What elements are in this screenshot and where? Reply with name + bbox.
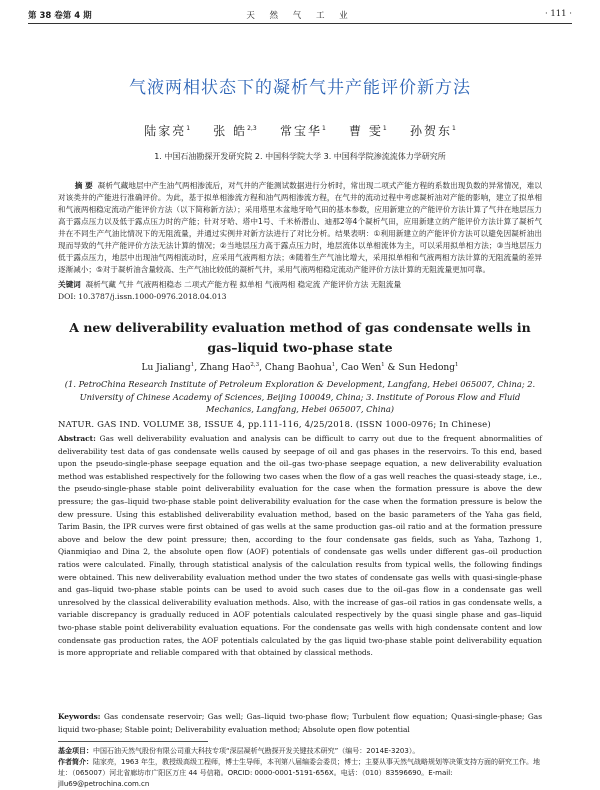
keywords-en-text: Gas condensate reservoir; Gas well; Gas–liquid two-phase flow; Turbulent flow equation; Quasi-single-phase; Gas liquid two-phase; Stable point; Deliverability evaluation method; Absolute open flow potential: [58, 712, 542, 734]
citation-line: NATUR. GAS IND. VOLUME 38, ISSUE 4, pp.111-116, 4/25/2018. (ISSN 1000-0976; In Chinese): [58, 420, 491, 430]
keywords-chinese: [58, 279, 542, 291]
abstract-en-text: Gas well deliverability evaluation and analysis can be difficult to carry out due to the frequent abnormalities of deliverability test data of gas condensate wells caused by seepage of oil and gas phases in the reservoirs. To this end, based upon the pseudo-single-phase seepage equation and the oil–gas two-phase seepage equation, a new deliverability evaluation method was established respectively for the following two cases when the flow of a gas well reaches the quasi-steady stage, i.e., the pseudo-single-phase stable point deliverability evaluation for the case when the formation pressure is above the dew pressure; the gas–liquid two-phase stable point deliverability evaluation for the case when the formation pressure is below the dew pressure. Using this established deliverability evaluation method, based on the basic parameters of the Yaha gas field, Tarim Basin, the IPR curves were first obtained of gas wells at the same production gas–oil ratio and at the formation pressure above and below the dew point pressure; then, according to the four condensate gas fields, such as Yaha, Tazhong 1, Qianmiqiao and Dina 2, the absolute open flow (AOF) potentials of condensate gas wells under different gas–oil production ratios were calculated. Finally, through statistical analysis of the calculation results from typical wells, the following findings were obtained. This new deliverability evaluation method under the two states of condensate gas wells with quasi-single-phase and gas–liquid two-phase stable points can be used to avoid such cases due to the oil–gas flow in a condensate gas well unresolved by the classical deliverability evaluation methods. Also, with the increase of gas–oil ratios in gas condensate wells, a variable discrepancy is gradually reduced in AOF potentials calculated respectively by the quasi single phase and gas–liquid two-phase stable point deliverability evaluation equations. For the condensate gas wells with high condensate content and low condensate gas production rates, the AOF potentials calculated by the gas liquid two-phase stable point deliverability equation is more appropriate and reliable compared with that obtained by classical methods.: [58, 434, 542, 658]
title-english: A new deliverability evaluation method of gas condensate wells in gas–liquid two-phase state: [69, 320, 531, 355]
affiliations-chinese: 1. 中国石油勘探开发研究院 2. 中国科学院大学 3. 中国科学院渗流流体力学研究所: [154, 152, 446, 161]
author-note: 作者简介：陆家亮，1963 年生，教授级高级工程师，博士生导师，本刊第八届编委会委员；博士；主要从事天然气战略规划等决策支持方面的研究工作。地址：（065007）河北省廊坊市广阳区万庄 44 号信箱。ORCID: 0000-0001-5191-656X。电话：（010）83596690。E-mail: jllu69@petrochina.com.cn: [58, 758, 541, 788]
keywords-english: [58, 711, 542, 736]
abstract-cn-label: 摘 要: [74, 181, 93, 190]
author-cn-5: 孙贺东$^1$: [409, 124, 456, 138]
abstract-chinese: [58, 180, 542, 276]
abstract-english: [58, 433, 542, 660]
author-en-5: Sun Hedong$^1$: [398, 362, 459, 373]
author-en-4: Cao Wen$^1$ &: [341, 362, 396, 373]
journal-name: 天 然 气 工 业: [246, 11, 354, 21]
authors-chinese: [58, 122, 542, 139]
abstract-cn-text: 凝析气藏地层中产生油气两相渗流后，对气井的产能测试数据进行分析时，常出现二项式产能方程的系数出现负数的异常情况，难以对该类井的产能进行准确评价。为此，基于拟单相渗流方程和油气两相渗流方程，在气井的流动过程中考虑凝析油对产能的影响，建立了拟单相和气液两相稳定流动产能评价方法（以下简称新方法）；采用塔里木盆地牙哈气田的基本参数，应用新建立的产能评价方法计算了气井在地层压力高于露点压力以及低于露点压力时的产能；针对牙哈、塔中1号、千米桥潜山、迪那2等4个凝析气田，应用新建立的产能评价方法计算了凝析气井在不同生产气油比情况下的无阻流量，并通过实例井对新方法进行了对比分析。结果表明：①利用新建立的产能评价方法可以避免因凝析油出现而导致的气井产能评价方法无法计算的情况；②当地层压力高于露点压力时，地层流体以单相流体为主，可以采用拟单相方法；③当地层压力低于露点压力，地层中出现油气两相流动时，应采用气液两相方法；④随着生产气油比增大，采用拟单相和气液两相方法计算的无阻流量的差异逐渐减小；⑤对于凝析油含量较高、生产气油比较低的凝析气井，采用气液两相稳定流动产能评价方法计算的无阻流量更加可靠。: [58, 181, 543, 274]
running-header: [28, 9, 572, 24]
affiliations-english: (1. PetroChina Research Institute of Petroleum Exploration & Development, Langfang, Hebei 065007, China; 2. University of Chinese Academy of Sciences, Beijing 100049, China; 3. Institute of Porous Flow and Fluid Mechanics, Langfang, Hebei 065007, China): [64, 379, 536, 414]
doi: DOI: 10.3787/j.issn.1000-0976.2018.04.013: [58, 292, 227, 301]
authors-english: [58, 362, 542, 373]
keywords-cn-text: 凝析气藏 气井 气液两相稳态 二项式产能方程 拟单相 气液两相 稳定流 产能评价方法 无阻流量: [85, 280, 402, 289]
page-number: · 111 ·: [544, 9, 572, 19]
fund-note: 基金项目：中国石油天然气股份有限公司重大科技专项“深层凝析气勘探开发关键技术研究”（编号：2014E-3203）。: [58, 747, 420, 755]
keywords-en-label: Keywords:: [58, 712, 101, 721]
keywords-cn-label: 关键词: [58, 280, 81, 289]
title-chinese: 气液两相状态下的凝析气井产能评价新方法: [129, 78, 471, 98]
author-cn-2: 张 皓$^{2,3}$: [213, 124, 257, 138]
author-cn-4: 曹 雯$^1$: [349, 124, 387, 138]
author-en-2: Zhang Hao$^{2,3}$,: [199, 362, 263, 373]
author-cn-3: 常宝华$^1$: [279, 124, 326, 138]
author-cn-1: 陆家亮$^1$: [144, 124, 191, 138]
volume-issue: 第 38 卷第 4 期: [28, 11, 92, 21]
author-en-1: Lu Jialiang$^1$,: [141, 362, 198, 373]
abstract-en-label: Abstract:: [58, 434, 96, 443]
footnote: [58, 746, 542, 790]
footnote-divider: [58, 741, 208, 742]
author-en-3: Chang Baohua$^1$,: [264, 362, 339, 373]
